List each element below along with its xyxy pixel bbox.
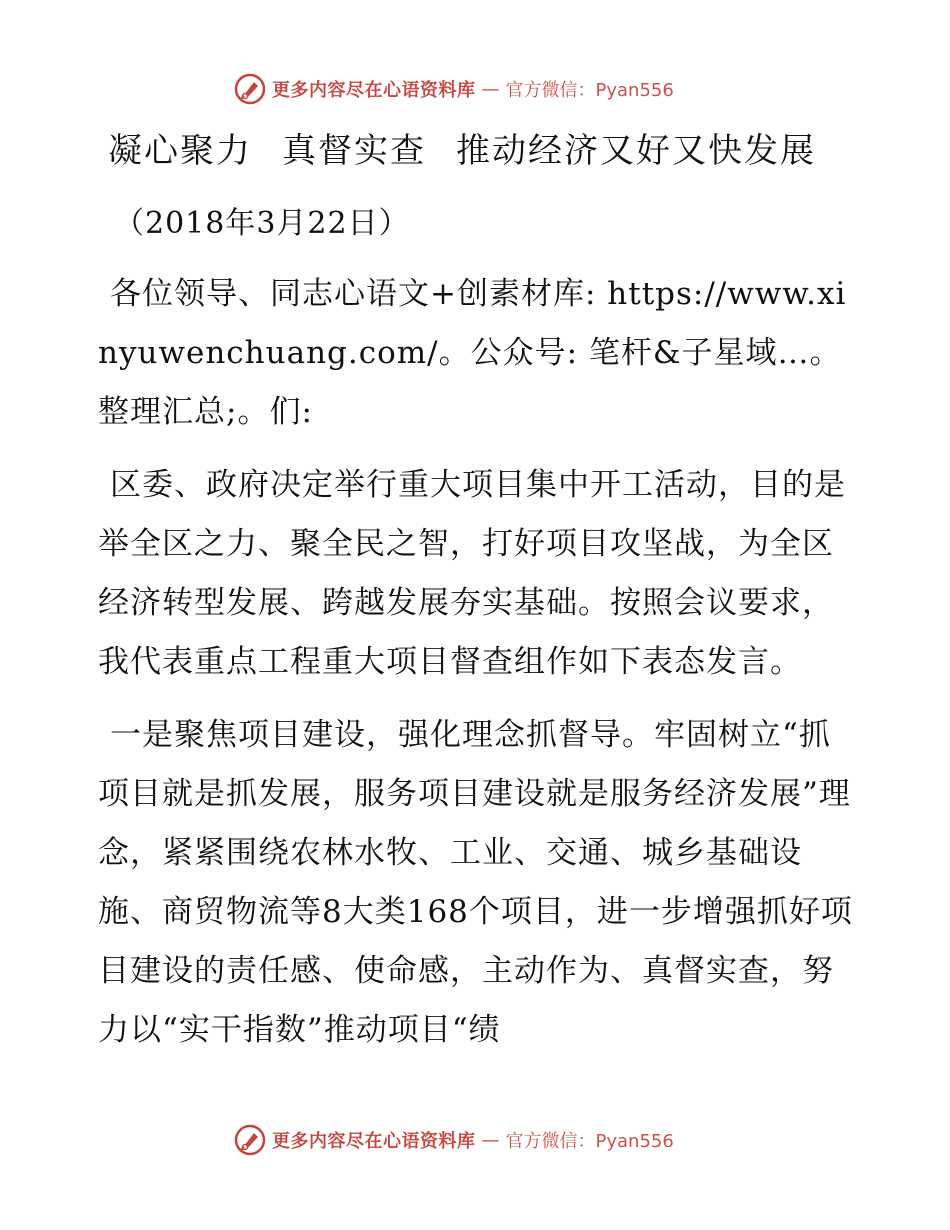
- watermark-account: 官方微信：Pyan556: [505, 1131, 674, 1152]
- paragraph-text: 各位领导、同志心语文+创素材库: https://www.xinyuwenchuang.com/。公众号: 笔杆&子星域…。整理汇总;。们:: [98, 276, 847, 430]
- paragraph-point-one: [98, 706, 858, 1060]
- watermark-text: 更多内容尽在心语资料库: [272, 1131, 476, 1152]
- header-watermark: [234, 72, 674, 106]
- footer-watermark: [234, 1123, 674, 1157]
- title-part-2: 真督实查: [282, 131, 426, 171]
- title-part-1: 凝心聚力: [108, 131, 252, 171]
- paragraph-text: 区委、政府决定举行重大项目集中开工活动，目的是举全区之力、聚全民之智，打好项目攻坚战，为全区经济转型发展、跨越发展夯实基础。按照会议要求，我代表重点工程重大项目督查组作如下表态发言。: [98, 467, 846, 680]
- document-date: （2018年3月22日）: [114, 206, 410, 241]
- watermark-dash: —: [481, 1129, 500, 1151]
- watermark-text: 更多内容尽在心语资料库: [272, 80, 476, 101]
- pen-nib-logo-icon: [234, 73, 266, 105]
- paragraph-text: 一是聚焦项目建设，强化理念抓督导。牢固树立“抓项目就是抓发展，服务项目建设就是服务经济发展”理念，紧紧围绕农林水牧、工业、交通、城乡基础设施、商贸物流等8大类168个项目，进一步增强抓好项目建设的责任感、使命感，主动作为、真督实查，努力以“实干指数”推动项目“绩: [98, 717, 853, 1048]
- pen-nib-logo-icon: [234, 1124, 266, 1156]
- watermark-account: 官方微信：Pyan556: [505, 80, 674, 101]
- watermark-dash: —: [481, 78, 500, 100]
- paragraph-greeting: [98, 265, 858, 442]
- document-title: [108, 123, 816, 172]
- paragraph-intro: [98, 456, 858, 692]
- title-part-3: 推动经济又好又快发展: [456, 131, 816, 171]
- document-body: [98, 265, 858, 1074]
